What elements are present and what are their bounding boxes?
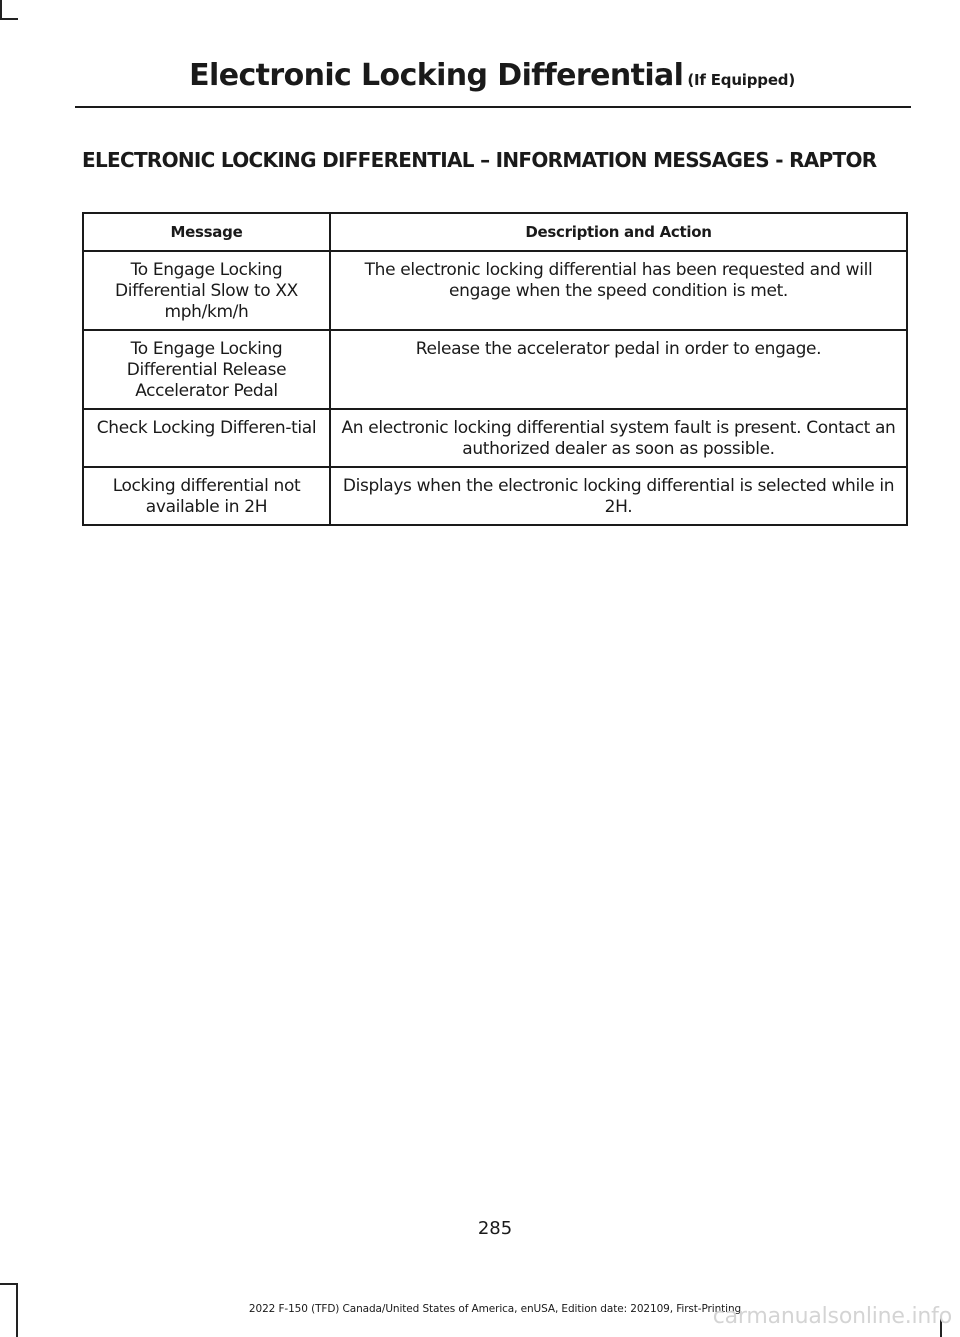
column-header-message: Message: [83, 213, 330, 251]
edition-footer: 2022 F-150 (TFD) Canada/United States of America, enUSA, Edition date: 202109, First-Printing: [248, 1303, 742, 1315]
table-row: [83, 330, 907, 409]
header-title-text: Electronic Locking Differential: [189, 58, 684, 93]
table-row: [83, 251, 907, 330]
page-header-title: [189, 58, 795, 93]
crop-mark-bottom-left-h: [0, 1283, 18, 1285]
section-heading: ELECTRONIC LOCKING DIFFERENTIAL – INFORMATION MESSAGES - RAPTOR: [82, 148, 877, 172]
description-cell: Displays when the electronic locking differential is selected while in 2H.: [330, 467, 907, 525]
crop-mark-top-left-h: [0, 18, 18, 20]
watermark-text: carmanualsonline.info: [712, 1304, 952, 1329]
header-qualifier: (If Equipped): [687, 71, 795, 89]
message-cell: To Engage Locking Differential Release Accelerator Pedal: [83, 330, 330, 409]
table-header-row: [83, 213, 907, 251]
table-row: [83, 409, 907, 467]
description-cell: The electronic locking differential has been requested and will engage when the speed condition is met.: [330, 251, 907, 330]
page-number: 285: [477, 1218, 513, 1239]
message-cell: To Engage Locking Differential Slow to XX mph/km/h: [83, 251, 330, 330]
information-messages-table: [82, 212, 908, 526]
description-cell: An electronic locking differential system fault is present. Contact an authorized dealer as soon as possible.: [330, 409, 907, 467]
message-cell: Check Locking Differen-tial: [83, 409, 330, 467]
message-cell: Locking differential not available in 2H: [83, 467, 330, 525]
crop-mark-top-left: [0, 0, 2, 20]
table-row: [83, 467, 907, 525]
header-rule: [75, 106, 911, 108]
column-header-description: Description and Action: [330, 213, 907, 251]
description-cell: Release the accelerator pedal in order to engage.: [330, 330, 907, 409]
